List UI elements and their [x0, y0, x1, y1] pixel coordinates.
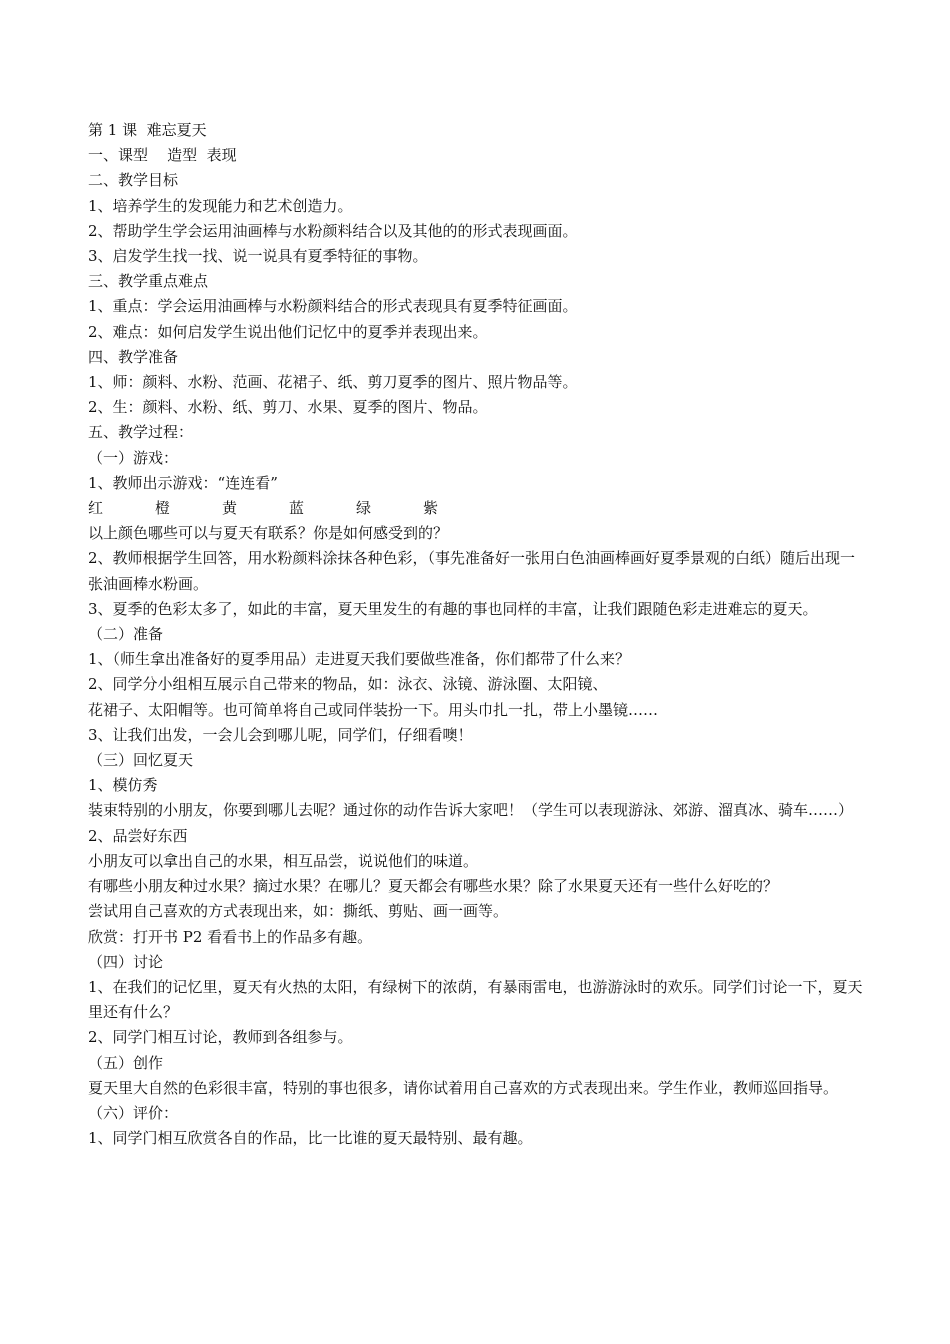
- paragraph: 2、同学门相互讨论，教师到各组参与。: [88, 1028, 353, 1047]
- paragraph: 尝试用自己喜欢的方式表现出来，如：撕纸、剪贴、画一画等。: [88, 902, 509, 921]
- paragraph: 1、在我们的记忆里，夏天有火热的太阳，有绿树下的浓荫，有暴雨雷电，也游游泳时的欢乐。同学们讨论一下，夏天里还有什么？: [88, 977, 863, 1022]
- color-word: 橙: [155, 499, 171, 518]
- paragraph: 2、教师根据学生回答，用水粉颜料涂抹各种色彩，（事先准备好一张用白色油画棒画好夏季景观的白纸）随后出现一张油画棒水粉画。: [88, 549, 856, 593]
- paragraph: 2、难点：如何启发学生说出他们记忆中的夏季并表现出来。: [88, 322, 488, 341]
- paragraph: 1、模仿秀: [88, 776, 158, 795]
- paragraph: 小朋友可以拿出自己的水果，相互品尝，说说他们的味道。: [88, 851, 479, 870]
- paragraph: 3、启发学生找一找、说一说具有夏季特征的事物。: [88, 247, 428, 266]
- subsection-heading: （一）游戏：: [88, 448, 179, 467]
- paragraph: 2、生：颜料、水粉、纸、剪刀、水果、夏季的图片、物品。: [88, 398, 488, 417]
- color-word: 紫: [423, 499, 439, 518]
- paragraph: 欣赏：打开书 P2 看看书上的作品多有趣。: [88, 927, 373, 946]
- subsection-heading: （二）准备: [88, 625, 164, 644]
- lesson-title: 第 1 课 难忘夏天: [88, 121, 207, 139]
- color-word: 蓝: [289, 499, 305, 518]
- color-word: 红: [88, 499, 104, 518]
- paragraph: 1、（师生拿出准备好的夏季用品）走进夏天我们要做些准备，你们都带了什么来？: [88, 650, 631, 669]
- paragraph: 1、培养学生的发现能力和艺术创造力。: [88, 196, 353, 215]
- paragraph: 3、让我们出发，一会儿会到哪儿呢，同学们，仔细看噢！: [88, 725, 473, 744]
- paragraph: 2、同学分小组相互展示自己带来的物品，如：泳衣、泳镜、游泳圈、太阳镜、: [88, 675, 608, 694]
- subsection-heading: （六）评价：: [88, 1103, 179, 1122]
- paragraph: 花裙子、太阳帽等。也可简单将自己或同伴装扮一下。用头巾扎一扎，带上小墨镜……: [88, 700, 659, 719]
- color-words-row: [88, 496, 863, 521]
- paragraph: 3、夏季的色彩太多了，如此的丰富，夏天里发生的有趣的事也同样的丰富，让我们跟随色彩走进难忘的夏天。: [88, 599, 818, 618]
- section-heading: 一、课型 造型 表现: [88, 146, 237, 165]
- section-heading: 四、教学准备: [88, 347, 179, 366]
- section-heading: 三、教学重点难点: [88, 272, 209, 291]
- color-word: 绿: [356, 499, 372, 518]
- paragraph: 以上颜色哪些可以与夏天有联系？你是如何感受到的？: [88, 524, 449, 543]
- subsection-heading: （五）创作: [88, 1053, 164, 1072]
- paragraph: 2、帮助学生学会运用油画棒与水粉颜料结合以及其他的的形式表现画面。: [88, 221, 578, 240]
- paragraph: 装束特别的小朋友，你要到哪儿去呢？通过你的动作告诉大家吧！（学生可以表现游泳、郊游、溜真冰、骑车……）: [88, 801, 854, 820]
- paragraph: 1、师：颜料、水粉、范画、花裙子、纸、剪刀夏季的图片、照片物品等。: [88, 373, 578, 392]
- section-heading: 五、教学过程：: [88, 423, 194, 442]
- paragraph: 有哪些小朋友种过水果？摘过水果？在哪儿？夏天都会有哪些水果？除了水果夏天还有一些什么好吃的？: [88, 877, 779, 896]
- color-word: 黄: [222, 499, 238, 518]
- subsection-heading: （三）回忆夏天: [88, 751, 194, 770]
- paragraph: 1、教师出示游戏：“连连看”: [88, 473, 278, 492]
- paragraph: 2、品尝好东西: [88, 826, 188, 845]
- paragraph: 1、同学门相互欣赏各自的作品，比一比谁的夏天最特别、最有趣。: [88, 1129, 533, 1148]
- paragraph: 夏天里大自然的色彩很丰富，特别的事也很多，请你试着用自己喜欢的方式表现出来。学生作业，教师巡回指导。: [88, 1078, 839, 1097]
- paragraph: 1、重点：学会运用油画棒与水粉颜料结合的形式表现具有夏季特征画面。: [88, 297, 578, 316]
- subsection-heading: （四）讨论: [88, 952, 164, 971]
- document-page: [88, 118, 863, 1151]
- section-heading: 二、教学目标: [88, 171, 179, 190]
